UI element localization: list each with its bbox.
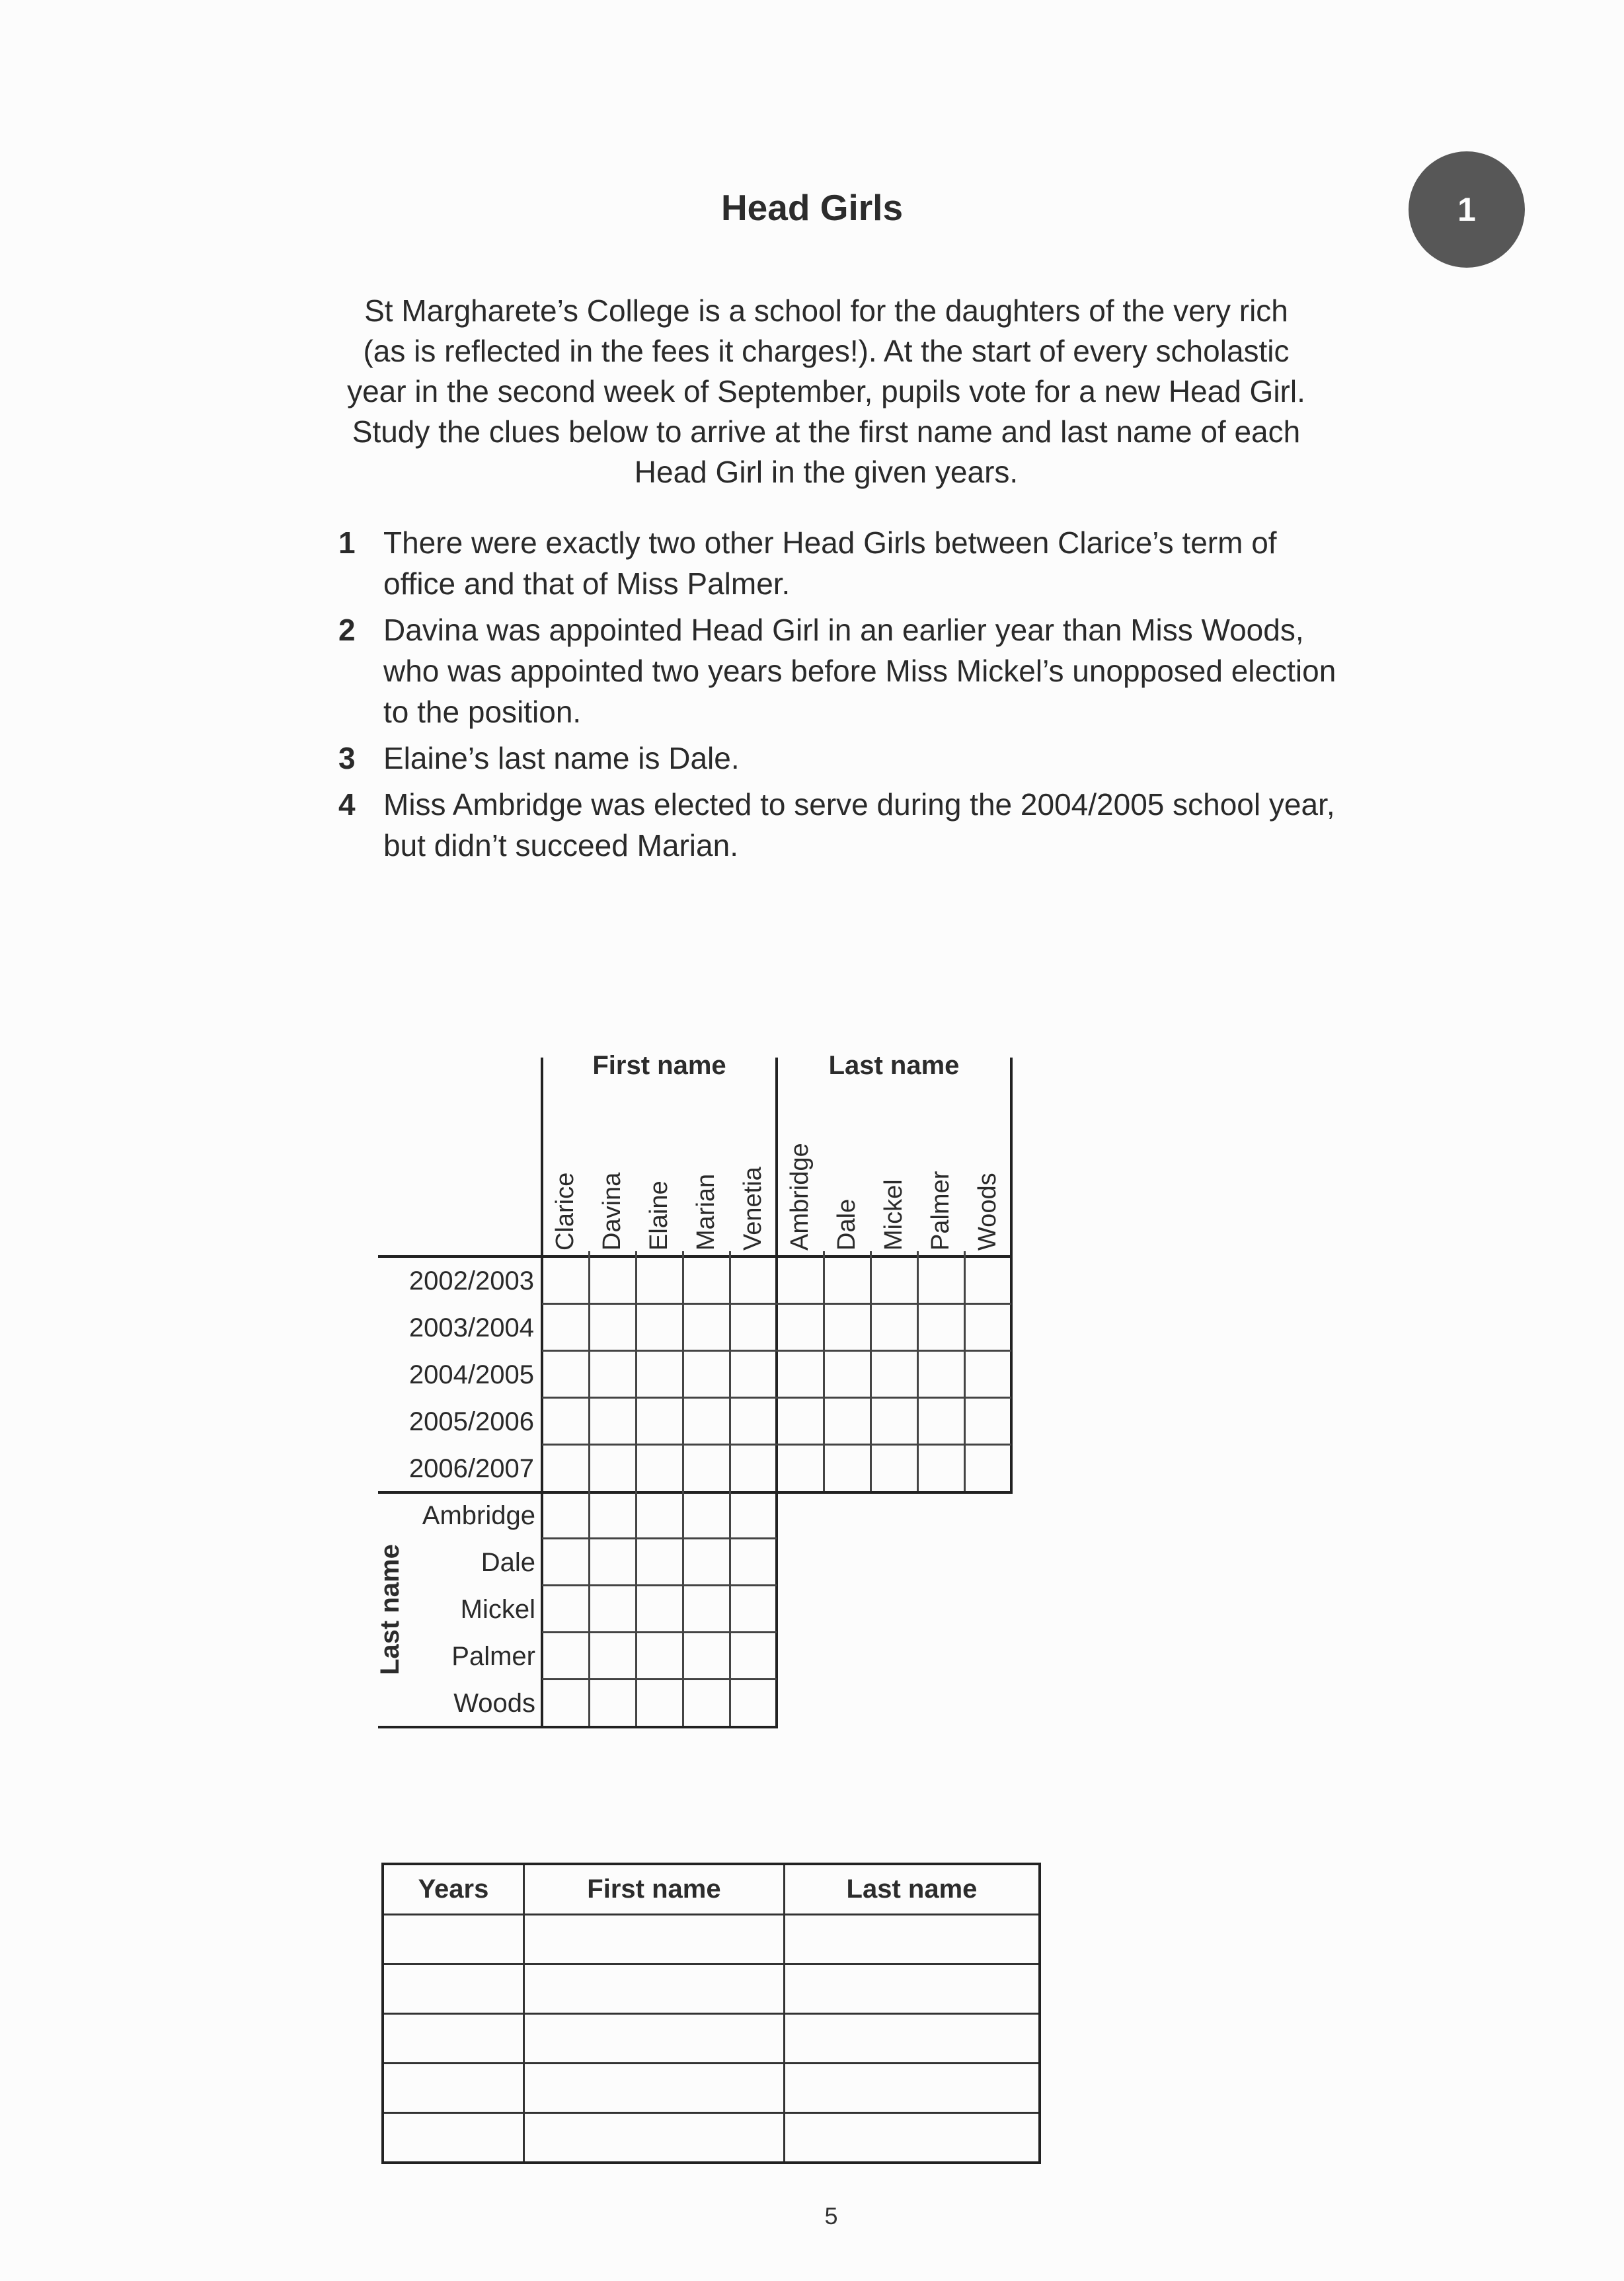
grid-cell[interactable] — [589, 1444, 636, 1491]
grid-cell[interactable] — [870, 1444, 917, 1491]
grid-cell[interactable] — [730, 1585, 777, 1632]
answer-cell-years[interactable] — [383, 2113, 523, 2163]
grid-cell[interactable] — [824, 1303, 870, 1350]
grid-cell[interactable] — [730, 1256, 777, 1303]
grid-cell[interactable] — [542, 1538, 589, 1585]
grid-cell[interactable] — [542, 1632, 589, 1679]
grid-cell-line — [542, 1303, 777, 1305]
table-row — [383, 1964, 1040, 2014]
grid-cell[interactable] — [589, 1679, 636, 1726]
grid-cell[interactable] — [542, 1350, 589, 1397]
grid-cell[interactable] — [824, 1444, 870, 1491]
answer-cell-years[interactable] — [383, 2014, 523, 2064]
row-label-2003-2004: 2003/2004 — [408, 1313, 534, 1342]
grid-cell[interactable] — [636, 1632, 683, 1679]
grid-cell[interactable] — [683, 1256, 730, 1303]
row-label-woods: Woods — [453, 1689, 535, 1718]
grid-cell[interactable] — [824, 1397, 870, 1444]
grid-cell[interactable] — [777, 1256, 824, 1303]
grid-cell[interactable] — [917, 1303, 964, 1350]
grid-cell[interactable] — [542, 1585, 589, 1632]
grid-cell[interactable] — [683, 1632, 730, 1679]
answer-cell-first-name[interactable] — [523, 2113, 784, 2163]
col-label-mickel: Mickel — [880, 1179, 908, 1251]
grid-cell[interactable] — [542, 1303, 589, 1350]
grid-cell[interactable] — [777, 1444, 824, 1491]
clue-list — [338, 522, 1343, 871]
grid-cell[interactable] — [870, 1256, 917, 1303]
clue-item — [338, 784, 1343, 866]
grid-cell[interactable] — [542, 1256, 589, 1303]
grid-cell[interactable] — [777, 1397, 824, 1444]
col-label-palmer: Palmer — [927, 1171, 954, 1251]
table-row — [383, 2014, 1040, 2064]
row-label-2002-2003: 2002/2003 — [408, 1266, 534, 1295]
grid-cell-line — [542, 1631, 777, 1633]
grid-cell[interactable] — [589, 1350, 636, 1397]
answer-cell-years[interactable] — [383, 1915, 523, 1964]
puzzle-number-badge: 1 — [1409, 151, 1525, 268]
grid-cell[interactable] — [730, 1303, 777, 1350]
answer-cell-last-name[interactable] — [784, 2014, 1040, 2064]
grid-cell[interactable] — [917, 1397, 964, 1444]
grid-cell-line — [917, 1251, 919, 1256]
grid-cell[interactable] — [730, 1350, 777, 1397]
intro-paragraph: St Margharete’s College is a school for the daughters of the very rich (as is reflected in the fees it charges!). At the start of every scholastic year in the second week of September, pupils vote for a new Head Girl. Study the clues below to arrive at the first name and last name of each Head Girl in the given years. — [347, 293, 1305, 489]
grid-cell[interactable] — [964, 1256, 1011, 1303]
grid-cell-line — [964, 1251, 966, 1256]
col-label-clarice: Clarice — [551, 1172, 579, 1251]
grid-cell[interactable] — [683, 1585, 730, 1632]
col-label-marian: Marian — [692, 1173, 720, 1251]
answer-table — [381, 1863, 1041, 2164]
answer-cell-last-name[interactable] — [784, 1964, 1040, 2014]
grid-cell[interactable] — [636, 1585, 683, 1632]
clue-text: Davina was appointed Head Girl in an earlier year than Miss Woods, who was appointed two years before Miss Mickel’s unopposed election to the position. — [383, 613, 1336, 729]
grid-cell-line — [542, 1444, 777, 1446]
grid-cell[interactable] — [636, 1444, 683, 1491]
grid-cell[interactable] — [636, 1538, 683, 1585]
grid-cell-line — [635, 1256, 637, 1491]
grid-cell-line — [823, 1251, 825, 1256]
answer-cell-first-name[interactable] — [523, 1964, 784, 2014]
clue-text: Miss Ambridge was elected to serve during the 2004/2005 school year, but didn’t succeed Marian. — [383, 787, 1335, 863]
grid-cell[interactable] — [964, 1444, 1011, 1491]
grid-cell-line — [777, 1397, 1011, 1399]
grid-cell[interactable] — [636, 1491, 683, 1538]
grid-cell-line — [588, 1491, 590, 1726]
grid-cell[interactable] — [589, 1632, 636, 1679]
grid-cell[interactable] — [730, 1679, 777, 1726]
answer-cell-last-name[interactable] — [784, 2064, 1040, 2113]
grid-cell[interactable] — [870, 1350, 917, 1397]
table-row — [383, 2064, 1040, 2113]
grid-cell-line — [542, 1584, 777, 1586]
answer-header-first-name: First name — [523, 1864, 784, 1915]
grid-cell[interactable] — [683, 1303, 730, 1350]
answer-cell-last-name[interactable] — [784, 2113, 1040, 2163]
grid-cell[interactable] — [683, 1679, 730, 1726]
grid-cell[interactable] — [636, 1397, 683, 1444]
grid-cell[interactable] — [542, 1491, 589, 1538]
answer-cell-last-name[interactable] — [784, 1915, 1040, 1964]
row-label-mickel: Mickel — [460, 1595, 535, 1624]
grid-cell[interactable] — [542, 1444, 589, 1491]
col-label-woods: Woods — [974, 1173, 1001, 1251]
grid-cell[interactable] — [683, 1397, 730, 1444]
grid-cell[interactable] — [542, 1397, 589, 1444]
page-number: 5 — [824, 2202, 838, 2229]
grid-cell[interactable] — [777, 1303, 824, 1350]
grid-cell[interactable] — [683, 1538, 730, 1585]
row-label-ambridge: Ambridge — [422, 1501, 535, 1530]
answer-cell-first-name[interactable] — [523, 1915, 784, 1964]
row-label-palmer: Palmer — [451, 1642, 535, 1671]
grid-cell[interactable] — [824, 1350, 870, 1397]
col-label-dale: Dale — [833, 1198, 861, 1251]
grid-cell[interactable] — [542, 1679, 589, 1726]
clue-text: There were exactly two other Head Girls between Clarice’s term of office and that of Miss Palmer. — [383, 525, 1277, 601]
table-row — [383, 1915, 1040, 1964]
grid-cell-line — [777, 1303, 1011, 1305]
row-label-2005-2006: 2005/2006 — [408, 1407, 534, 1436]
grid-cell[interactable] — [730, 1444, 777, 1491]
grid-cell[interactable] — [964, 1397, 1011, 1444]
clue-number: 1 — [338, 525, 356, 560]
grid-cell[interactable] — [683, 1350, 730, 1397]
grid-cell-line — [542, 1537, 777, 1539]
grid-cell-line — [823, 1256, 825, 1491]
grid-cell[interactable] — [917, 1350, 964, 1397]
answer-cell-years[interactable] — [383, 1964, 523, 2014]
grid-cell-line — [542, 1350, 777, 1352]
grid-cell[interactable] — [730, 1632, 777, 1679]
grid-cell[interactable] — [589, 1303, 636, 1350]
grid-cell[interactable] — [636, 1256, 683, 1303]
grid-cell[interactable] — [636, 1679, 683, 1726]
grid-cell[interactable] — [730, 1538, 777, 1585]
col-label-ambridge: Ambridge — [786, 1143, 814, 1251]
answer-cell-first-name[interactable] — [523, 2014, 784, 2064]
grid-cell[interactable] — [589, 1585, 636, 1632]
grid-cell-line — [870, 1251, 872, 1256]
grid-cell[interactable] — [964, 1350, 1011, 1397]
row-label-dale: Dale — [481, 1548, 535, 1577]
grid-cell-line — [729, 1491, 731, 1726]
table-row — [383, 2113, 1040, 2163]
row-label-2004-2005: 2004/2005 — [408, 1360, 534, 1389]
grid-cell-line — [588, 1256, 590, 1491]
clue-number: 3 — [338, 741, 356, 775]
grid-cell[interactable] — [777, 1350, 824, 1397]
answer-cell-first-name[interactable] — [523, 2064, 784, 2113]
grid-cell[interactable] — [683, 1444, 730, 1491]
grid-cell[interactable] — [589, 1256, 636, 1303]
clue-item — [338, 522, 1343, 604]
last-name-header: Last name — [828, 1051, 960, 1080]
grid-cell[interactable] — [730, 1491, 777, 1538]
col-label-elaine: Elaine — [645, 1180, 673, 1251]
grid-cell-line — [542, 1397, 777, 1399]
grid-bottom-border — [378, 1726, 778, 1728]
answer-cell-years[interactable] — [383, 2064, 523, 2113]
grid-cell-line — [777, 1444, 1011, 1446]
grid-cell[interactable] — [870, 1303, 917, 1350]
grid-cell[interactable] — [730, 1397, 777, 1444]
grid-cell[interactable] — [589, 1491, 636, 1538]
clue-item — [338, 609, 1343, 732]
grid-cell-line — [917, 1256, 919, 1491]
answer-table-header-row — [383, 1864, 1040, 1915]
side-header-last-name: Last name — [375, 1544, 405, 1676]
first-name-header: First name — [592, 1051, 726, 1080]
grid-cell[interactable] — [964, 1303, 1011, 1350]
grid-cell-line — [964, 1256, 966, 1491]
grid-cell-line — [777, 1350, 1011, 1352]
grid-cell[interactable] — [917, 1444, 964, 1491]
grid-cell[interactable] — [824, 1256, 870, 1303]
col-label-davina: Davina — [598, 1172, 626, 1251]
grid-cell-line — [635, 1491, 637, 1726]
grid-cell[interactable] — [683, 1491, 730, 1538]
grid-cell-line — [729, 1251, 731, 1256]
grid-cell-line — [588, 1251, 590, 1256]
col-label-venetia: Venetia — [739, 1167, 767, 1251]
grid-cell[interactable] — [636, 1303, 683, 1350]
clue-number: 4 — [338, 787, 356, 822]
grid-cell[interactable] — [589, 1397, 636, 1444]
answer-header-last-name: Last name — [784, 1864, 1040, 1915]
page-title: Head Girls — [720, 187, 904, 228]
clue-item — [338, 738, 1343, 779]
clue-number: 2 — [338, 613, 356, 647]
grid-cell-line — [682, 1251, 684, 1256]
row-label-2006-2007: 2006/2007 — [408, 1454, 534, 1483]
grid-cell-line — [870, 1256, 872, 1491]
grid-cell[interactable] — [917, 1256, 964, 1303]
grid-cell[interactable] — [870, 1397, 917, 1444]
grid-cell[interactable] — [589, 1538, 636, 1585]
clue-text: Elaine’s last name is Dale. — [383, 741, 740, 775]
grid-cell-line — [635, 1251, 637, 1256]
grid-cell[interactable] — [636, 1350, 683, 1397]
grid-cell-line — [729, 1256, 731, 1491]
grid-cell-line — [542, 1678, 777, 1680]
answer-header-years: Years — [383, 1864, 523, 1915]
grid-cell-line — [682, 1491, 684, 1726]
grid-cell-line — [682, 1256, 684, 1491]
